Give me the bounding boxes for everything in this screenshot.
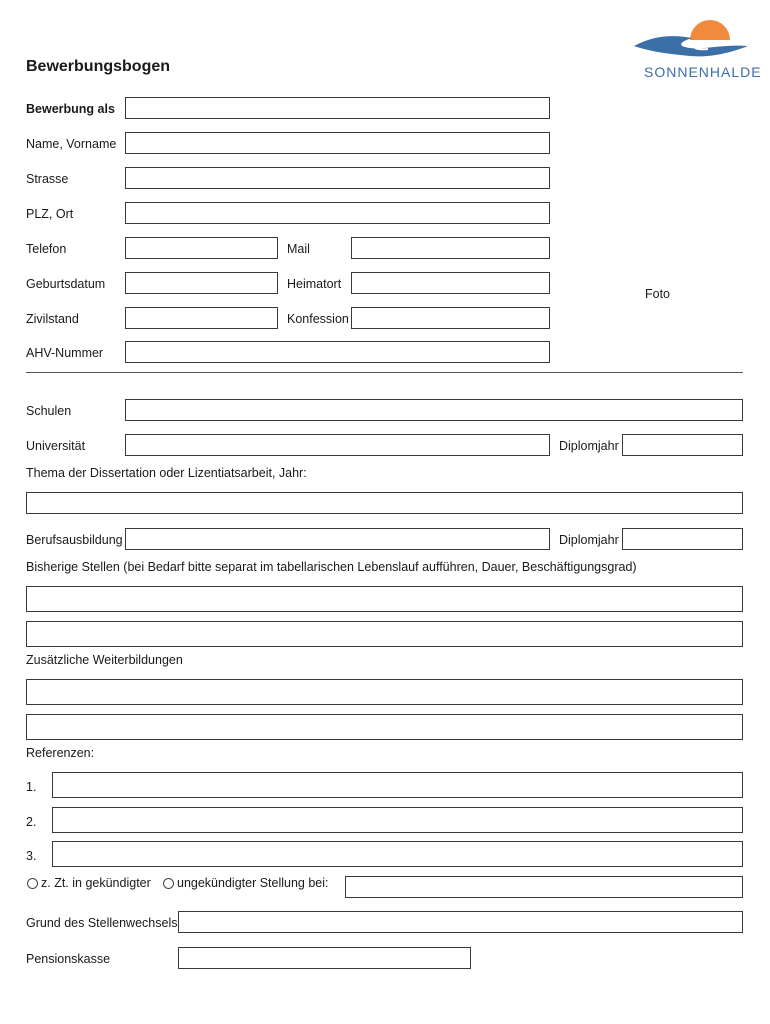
label-mail: Mail (287, 242, 310, 256)
pensionskasse-field[interactable] (178, 947, 471, 969)
berufsausbildung-field[interactable] (125, 528, 550, 550)
label-referenz-1: 1. (26, 780, 37, 794)
logo-text: SONNENHALDE (644, 64, 762, 80)
label-zivilstand: Zivilstand (26, 312, 79, 326)
label-geburtsdatum: Geburtsdatum (26, 277, 106, 291)
label-grund: Grund des Stellenwechsels (26, 916, 178, 930)
label-plz-ort: PLZ, Ort (26, 207, 74, 221)
weiterbildungen-field-2[interactable] (26, 714, 743, 740)
label-pensionskasse: Pensionskasse (26, 952, 111, 966)
label-name: Name, Vorname (26, 137, 117, 151)
grund-field[interactable] (178, 911, 743, 933)
diplomjahr-beruf-field[interactable] (622, 528, 743, 550)
radio-gekuendigt[interactable] (27, 878, 38, 889)
konfession-field[interactable] (351, 307, 550, 329)
photo-label: Foto (645, 287, 671, 301)
label-konfession: Konfession (287, 312, 349, 326)
mail-field[interactable] (351, 237, 550, 259)
label-thema: Thema der Dissertation oder Lizentiatsarbeit, Jahr: (26, 466, 307, 480)
bisherige-stellen-field-1[interactable] (26, 586, 743, 612)
ahv-field[interactable] (125, 341, 550, 363)
label-schulen: Schulen (26, 404, 72, 418)
schulen-field[interactable] (125, 399, 743, 421)
label-strasse: Strasse (26, 172, 69, 186)
label-ahv: AHV-Nummer (26, 346, 104, 360)
radio-ungekuendigt[interactable] (163, 878, 174, 889)
label-weiterbildungen: Zusätzliche Weiterbildungen (26, 653, 183, 667)
section-divider (26, 372, 743, 373)
geburtsdatum-field[interactable] (125, 272, 278, 294)
label-diplomjahr-uni: Diplomjahr (559, 439, 619, 453)
referenz-1-field[interactable] (52, 772, 743, 798)
weiterbildungen-field-1[interactable] (26, 679, 743, 705)
bewerbung-als-field[interactable] (125, 97, 550, 119)
label-ungekuendigt: ungekündigter Stellung bei: (177, 876, 329, 890)
page-title: Bewerbungsbogen (26, 58, 171, 75)
label-universitaet: Universität (26, 439, 86, 453)
strasse-field[interactable] (125, 167, 550, 189)
heimatort-field[interactable] (351, 272, 550, 294)
plz-ort-field[interactable] (125, 202, 550, 224)
thema-field[interactable] (26, 492, 743, 514)
universitaet-field[interactable] (125, 434, 550, 456)
label-bisherige-stellen: Bisherige Stellen (bei Bedarf bitte separat im tabellarischen Lebenslauf aufführen, Dauer, Beschäftigungsgrad) (26, 560, 637, 574)
referenz-3-field[interactable] (52, 841, 743, 867)
label-referenz-3: 3. (26, 849, 37, 863)
label-berufsausbildung: Berufsausbildung (26, 533, 123, 547)
referenz-2-field[interactable] (52, 807, 743, 833)
label-heimatort: Heimatort (287, 277, 342, 291)
label-diplomjahr-beruf: Diplomjahr (559, 533, 619, 547)
label-referenz-2: 2. (26, 815, 37, 829)
zivilstand-field[interactable] (125, 307, 278, 329)
label-gekuendigt: z. Zt. in gekündigter (41, 876, 151, 890)
telefon-field[interactable] (125, 237, 278, 259)
stellung-bei-field[interactable] (345, 876, 743, 898)
label-bewerbung-als: Bewerbung als (26, 102, 115, 116)
name-field[interactable] (125, 132, 550, 154)
diplomjahr-uni-field[interactable] (622, 434, 743, 456)
bisherige-stellen-field-2[interactable] (26, 621, 743, 647)
label-telefon: Telefon (26, 242, 67, 256)
label-referenzen: Referenzen: (26, 746, 95, 760)
